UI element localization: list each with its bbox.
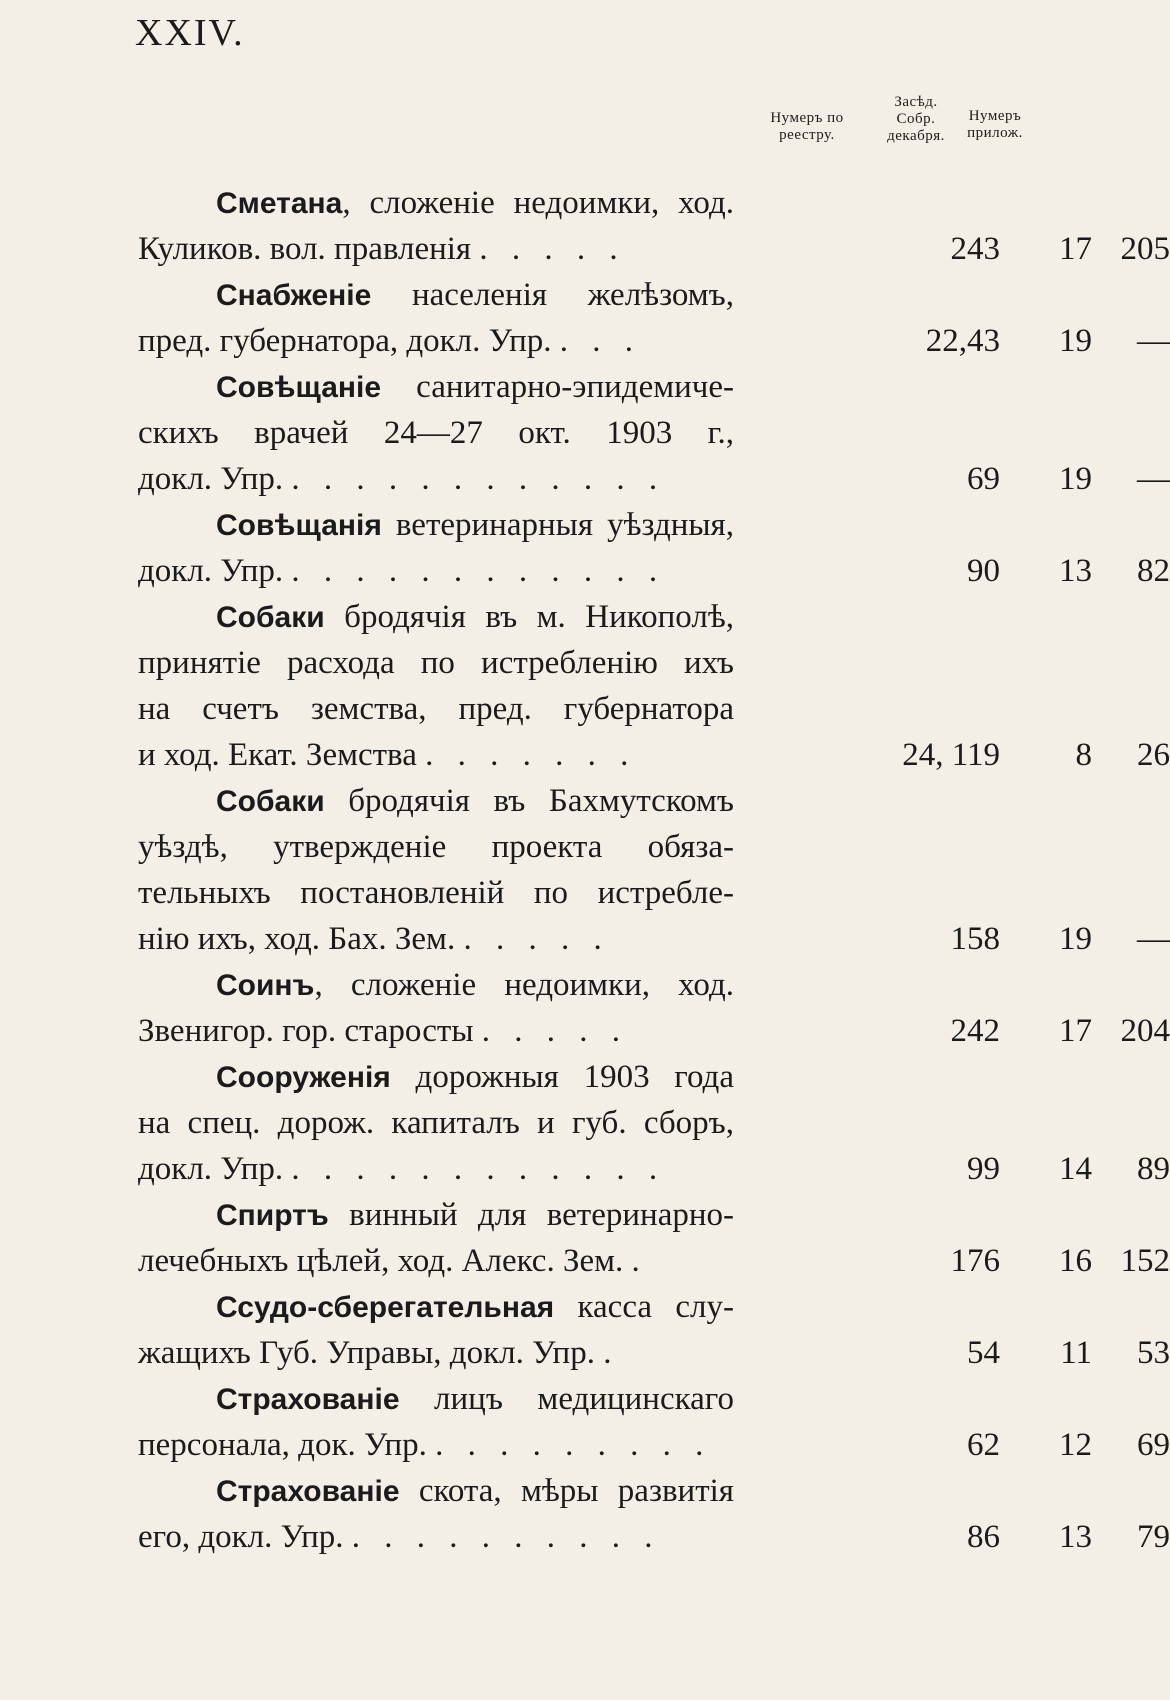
leader-dots: . . . . . . . . . . <box>351 1519 661 1555</box>
index-entries <box>138 180 1170 1560</box>
entry-text <box>138 686 734 732</box>
registry-number: 69 <box>967 461 1000 497</box>
entry-text <box>138 456 734 502</box>
entry-heading-rest: скота, мѣры развитія <box>399 1473 734 1509</box>
leader-dots: . . . <box>559 323 642 359</box>
entry-heading-rest: , сложеніе недоимки, ход. <box>342 185 734 221</box>
registry-number: 176 <box>950 1243 1000 1279</box>
column-header-session: Засѣд. Собр. декабря. <box>887 94 945 144</box>
entry-heading-rest: бродячія въ м. Никополѣ, <box>324 599 734 635</box>
index-entry <box>138 962 1170 1054</box>
entry-text <box>138 1514 734 1560</box>
entry-text <box>138 1146 734 1192</box>
entry-heading-rest: бродячія въ Бахмутскомъ <box>324 783 734 819</box>
appendix-number: — <box>1137 461 1170 497</box>
entry-text-line <box>138 1100 1038 1146</box>
leader-dots: . . . . . <box>481 1013 628 1049</box>
leader-dots: . . . . . . . . . . . . <box>291 1151 666 1187</box>
index-entry <box>138 1376 1170 1468</box>
entry-heading-rest: населенія желѣзомъ, <box>371 277 734 313</box>
registry-number: 243 <box>950 231 1000 267</box>
entry-text <box>216 1054 734 1101</box>
appendix-number: 53 <box>1137 1335 1170 1371</box>
index-entry <box>138 594 1170 778</box>
entry-line-text: на спец. дорож. капиталъ и губ. сборъ, <box>138 1105 734 1141</box>
entry-text <box>138 732 734 778</box>
registry-number: 99 <box>967 1151 1000 1187</box>
entry-heading-line <box>138 594 1038 640</box>
registry-number: 24, 119 <box>902 737 1000 773</box>
entry-text-line <box>138 1146 1170 1192</box>
registry-number: 242 <box>950 1013 1000 1049</box>
entry-heading: Сооруженія <box>216 1061 391 1094</box>
entry-heading-line <box>138 1054 1038 1100</box>
entry-text-line <box>138 916 1170 962</box>
appendix-number: 89 <box>1137 1151 1170 1187</box>
column-header-registry: Нумеръ по реестру. <box>770 110 844 143</box>
index-entry <box>138 1468 1170 1560</box>
entry-text <box>216 594 734 641</box>
entry-text-line <box>138 1514 1170 1560</box>
entry-heading: Страхованіе <box>216 1383 400 1416</box>
appendix-number: 204 <box>1120 1013 1170 1049</box>
entry-text <box>138 640 734 686</box>
entry-line-text: докл. Упр. <box>138 461 284 497</box>
entry-text <box>138 1008 734 1054</box>
entry-line-text: пред. губернатора, докл. Упр. <box>138 323 552 359</box>
entry-text <box>138 410 734 456</box>
session-date: 11 <box>1060 1335 1092 1371</box>
entry-text <box>138 916 734 962</box>
entry-line-text: докл. Упр. <box>138 1151 284 1187</box>
entry-heading: Соинъ <box>216 969 315 1002</box>
session-date: 16 <box>1059 1243 1092 1279</box>
entry-heading-line <box>138 778 1038 824</box>
entry-text <box>138 548 734 594</box>
entry-text <box>138 318 734 364</box>
entry-text <box>216 180 734 227</box>
entry-text-line <box>138 686 1038 732</box>
entry-text-line <box>138 1422 1170 1468</box>
registry-number: 90 <box>967 553 1000 589</box>
page-number: XXIV. <box>135 12 245 54</box>
appendix-number: — <box>1137 921 1170 957</box>
entry-heading-line <box>138 364 1038 410</box>
entry-line-text: Куликов. вол. правленія <box>138 231 472 267</box>
appendix-number: 79 <box>1137 1519 1170 1555</box>
entry-text-line <box>138 1238 1170 1284</box>
leader-dots: . <box>603 1335 620 1371</box>
index-entry <box>138 272 1170 364</box>
index-entry <box>138 180 1170 272</box>
appendix-number: 26 <box>1137 737 1170 773</box>
entry-line-text: на счетъ земства, пред. губернатора <box>138 691 734 727</box>
entry-heading-rest: касса слу- <box>554 1289 734 1325</box>
index-entry <box>138 1284 1170 1376</box>
session-date: 13 <box>1059 553 1092 589</box>
entry-text <box>216 502 734 549</box>
entry-heading: Спиртъ <box>216 1199 329 1232</box>
appendix-number: 152 <box>1120 1243 1170 1279</box>
entry-heading-rest: санитарно-эпидемиче- <box>381 369 734 405</box>
entry-heading-line <box>138 272 1038 318</box>
entry-line-text: скихъ врачей 24—27 окт. 1903 г., <box>138 415 734 451</box>
entry-heading-rest: ветеринарныя уѣздныя, <box>381 507 734 543</box>
appendix-number: — <box>1137 323 1170 359</box>
entry-text <box>138 1238 734 1284</box>
entry-heading: Сметана <box>216 187 343 220</box>
entry-line-text: его, докл. Упр. <box>138 1519 344 1555</box>
entry-line-text: жащихъ Губ. Управы, докл. Упр. <box>138 1335 595 1371</box>
entry-text <box>138 1422 734 1468</box>
entry-line-text: тельныхъ постановленій по истребле- <box>138 875 734 911</box>
leader-dots: . <box>631 1243 648 1279</box>
registry-number: 22,43 <box>925 323 1000 359</box>
session-date: 19 <box>1059 461 1092 497</box>
entry-heading-rest: винный для ветеринарно- <box>328 1197 734 1233</box>
entry-heading-line <box>138 1468 1038 1514</box>
entry-heading-rest: , сложеніе недоимки, ход. <box>314 967 734 1003</box>
entry-text <box>138 870 734 916</box>
entry-text-line <box>138 456 1170 502</box>
entry-text-line <box>138 824 1038 870</box>
session-date: 19 <box>1059 323 1092 359</box>
session-date: 17 <box>1059 231 1092 267</box>
entry-text <box>216 1192 734 1239</box>
entry-text <box>138 824 734 870</box>
entry-line-text: уѣздѣ, утвержденіе проекта обяза- <box>138 829 734 865</box>
entry-heading-line <box>138 502 1038 548</box>
entry-text-line <box>138 1330 1170 1376</box>
entry-line-text: докл. Упр. <box>138 553 284 589</box>
appendix-number: 82 <box>1137 553 1170 589</box>
entry-text-line <box>138 318 1170 364</box>
entry-text <box>216 272 734 319</box>
entry-text <box>138 1330 734 1376</box>
entry-heading-line <box>138 962 1038 1008</box>
entry-heading: Ссудо-сберегательная <box>216 1291 555 1324</box>
entry-text <box>216 364 734 411</box>
entry-heading: Собаки <box>216 785 325 818</box>
entry-heading: Собаки <box>216 601 325 634</box>
leader-dots: . . . . . . . <box>425 737 637 773</box>
session-date: 12 <box>1059 1427 1092 1463</box>
leader-dots: . . . . . <box>463 921 610 957</box>
entry-heading-rest: лицъ медицинскаго <box>399 1381 734 1417</box>
entry-text-line <box>138 1008 1170 1054</box>
entry-heading-line <box>138 1284 1038 1330</box>
session-date: 14 <box>1059 1151 1092 1187</box>
entry-text-line <box>138 870 1038 916</box>
entry-heading: Снабженіе <box>216 279 372 312</box>
entry-heading-line <box>138 1192 1038 1238</box>
appendix-number: 69 <box>1137 1427 1170 1463</box>
entry-text-line <box>138 732 1170 778</box>
entry-line-text: принятіе расхода по истребленію ихъ <box>138 645 734 681</box>
entry-line-text: персонала, док. Упр. <box>138 1427 427 1463</box>
index-entry <box>138 1192 1170 1284</box>
entry-heading-rest: дорожныя 1903 года <box>390 1059 734 1095</box>
appendix-number: 205 <box>1120 231 1170 267</box>
leader-dots: . . . . . . . . . . . . <box>291 553 666 589</box>
entry-heading: Совѣщанія <box>216 509 382 542</box>
leader-dots: . . . . . <box>479 231 626 267</box>
entry-text-line <box>138 226 1170 272</box>
column-header-appendix: Нумеръ прилож. <box>967 108 1023 141</box>
entry-line-text: нію ихъ, ход. Бах. Зем. <box>138 921 456 957</box>
index-entry <box>138 364 1170 502</box>
entry-text <box>216 962 734 1009</box>
entry-line-text: Звенигор. гор. старосты <box>138 1013 474 1049</box>
entry-text <box>216 1376 734 1423</box>
index-entry <box>138 1054 1170 1192</box>
entry-heading-line <box>138 1376 1038 1422</box>
entry-text <box>138 1100 734 1146</box>
entry-line-text: лечебныхъ цѣлей, ход. Алекс. Зем. <box>138 1243 624 1279</box>
entry-text <box>216 1284 734 1331</box>
entry-text-line <box>138 410 1038 456</box>
index-entry <box>138 502 1170 594</box>
index-entry <box>138 778 1170 962</box>
registry-number: 158 <box>950 921 1000 957</box>
registry-number: 62 <box>967 1427 1000 1463</box>
entry-heading: Совѣщаніе <box>216 371 382 404</box>
session-date: 17 <box>1059 1013 1092 1049</box>
session-date: 19 <box>1059 921 1092 957</box>
entry-heading: Страхованіе <box>216 1475 400 1508</box>
entry-text <box>138 226 734 272</box>
session-date: 13 <box>1059 1519 1092 1555</box>
entry-text-line <box>138 640 1038 686</box>
registry-number: 54 <box>967 1335 1000 1371</box>
entry-line-text: и ход. Екат. Земства <box>138 737 417 773</box>
session-date: 8 <box>1075 737 1092 773</box>
entry-text-line <box>138 548 1170 594</box>
entry-text <box>216 778 734 825</box>
entry-heading-line <box>138 180 1038 226</box>
leader-dots: . . . . . . . . . . . . <box>291 461 666 497</box>
entry-text <box>216 1468 734 1515</box>
registry-number: 86 <box>967 1519 1000 1555</box>
leader-dots: . . . . . . . . . <box>435 1427 712 1463</box>
